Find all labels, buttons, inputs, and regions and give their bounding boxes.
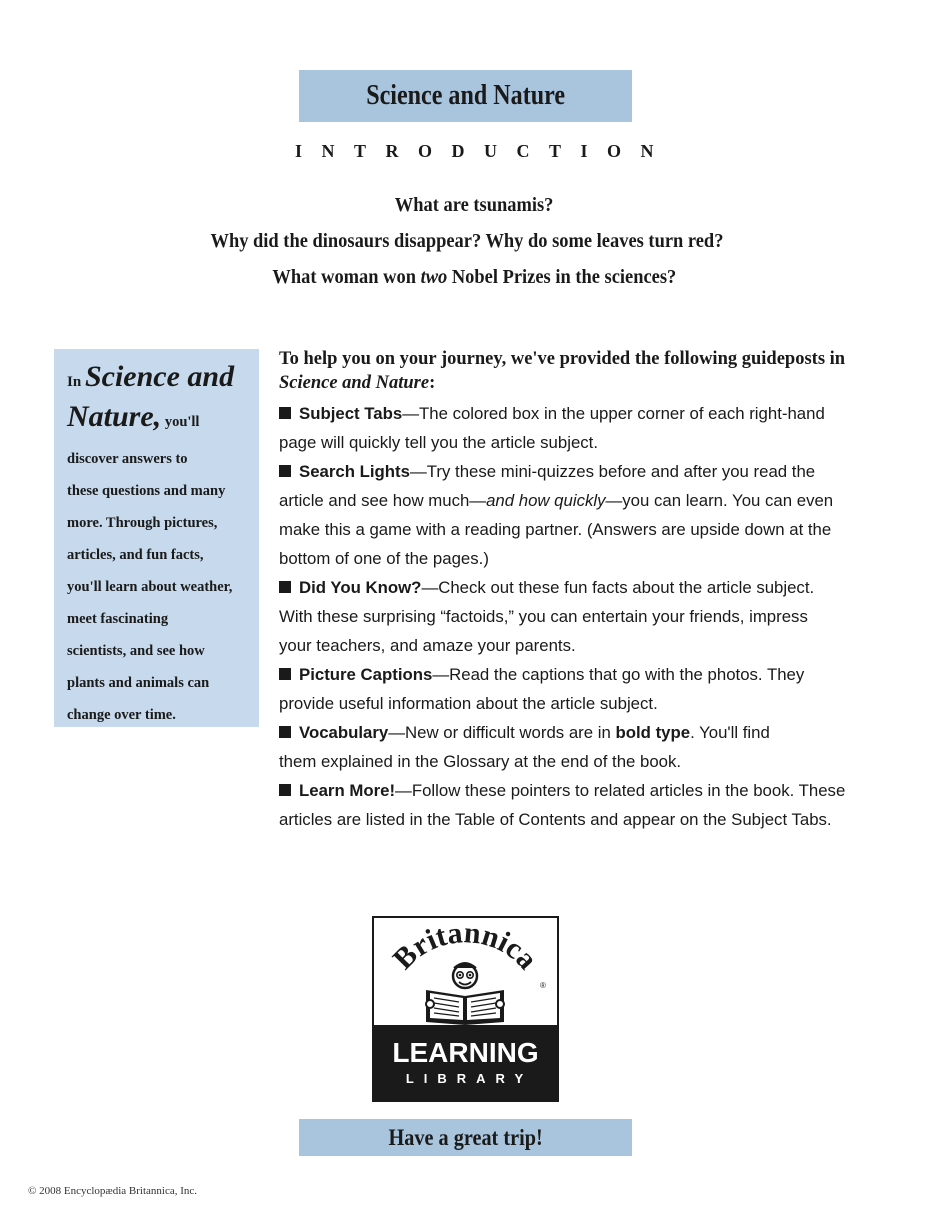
square-bullet-icon (279, 668, 291, 680)
sidebar-line: change over time. (67, 707, 176, 723)
square-bullet-icon (279, 726, 291, 738)
square-bullet-icon (279, 784, 291, 796)
guidepost-picture-captions: Picture Captions—Read the captions that go with the photos. They provide useful information about the article subject. (279, 665, 805, 713)
logo-brand-text: Britannica (386, 918, 544, 976)
question-3-emphasis: two (420, 266, 447, 288)
logo-library-text: LIBRARY (405, 1071, 534, 1086)
guidepost-learn-more: Learn More!—Follow these pointers to related articles in the book. These articles are listed in the Table of Contents and appear on the Subject Tabs. (279, 781, 846, 829)
sidebar-line: meet fascinating (67, 611, 169, 627)
sidebar-title-line1: Science and (84, 360, 235, 393)
sidebar-line: more. Through pictures, (67, 515, 218, 531)
closing-message: Have a great trip! (388, 1124, 543, 1150)
guideposts-section (279, 347, 889, 834)
guideposts-intro: To help you on your journey, we've provided the following guideposts in Science and Nature: (279, 349, 846, 393)
sidebar-text (67, 359, 267, 731)
section-label: INTRODUCTION (295, 141, 674, 161)
registered-mark: ® (540, 981, 546, 990)
sidebar-line: articles, and fun facts, (67, 547, 204, 563)
britannica-reader-logo-icon (374, 918, 557, 1025)
logo-learning-text: LEARNING (392, 1037, 539, 1068)
sidebar-line: these questions and many (67, 483, 226, 499)
sidebar-lead-in: In (67, 374, 85, 390)
question-3-start: What woman won (272, 266, 421, 288)
sidebar-line: plants and animals can (67, 675, 210, 691)
sidebar-line2-tail: you'll (161, 414, 200, 430)
guidepost-vocabulary: Vocabulary—New or difficult words are in bold type. You'll find them explained in the Glossary at the end of the book. (279, 723, 770, 771)
sidebar-line: you'll learn about weather, (67, 579, 233, 595)
sidebar-title-line2: Nature, (67, 400, 162, 433)
sidebar-line: scientists, and see how (67, 643, 205, 659)
guidepost-subject-tabs: Subject Tabs—The colored box in the upper corner of each right-hand page will quickly tell you the article subject. (279, 404, 825, 452)
square-bullet-icon (279, 407, 291, 419)
britannica-logo (372, 916, 559, 1102)
square-bullet-icon (279, 581, 291, 593)
question-3-end: Nobel Prizes in the sciences? (446, 266, 676, 288)
guidepost-search-lights: Search Lights—Try these mini-quizzes before and after you read the article and see how much—and how quickly—you can learn. You can even make this a game with a reading partner. (Answers are upside down at the bottom of one of the pages.) (279, 462, 834, 568)
closing-banner (299, 1119, 632, 1156)
sidebar-line: discover answers to (67, 451, 188, 467)
question-3 (0, 266, 948, 289)
question-1: What are tsunamis? (394, 194, 554, 216)
guidepost-did-you-know: Did You Know?—Check out these fun facts about the article subject. With these surprising “factoids,” you can entertain your friends, impress your teachers, and amaze your parents. (279, 578, 815, 655)
sidebar-box (54, 349, 259, 727)
title-banner (299, 70, 632, 122)
page-title: Science and Nature (366, 80, 565, 111)
square-bullet-icon (279, 465, 291, 477)
copyright-notice: © 2008 Encyclopædia Britannica, Inc. (28, 1185, 198, 1197)
question-2: Why did the dinosaurs disappear? Why do some leaves turn red? (210, 230, 724, 252)
reader-figure-icon (426, 963, 504, 1025)
